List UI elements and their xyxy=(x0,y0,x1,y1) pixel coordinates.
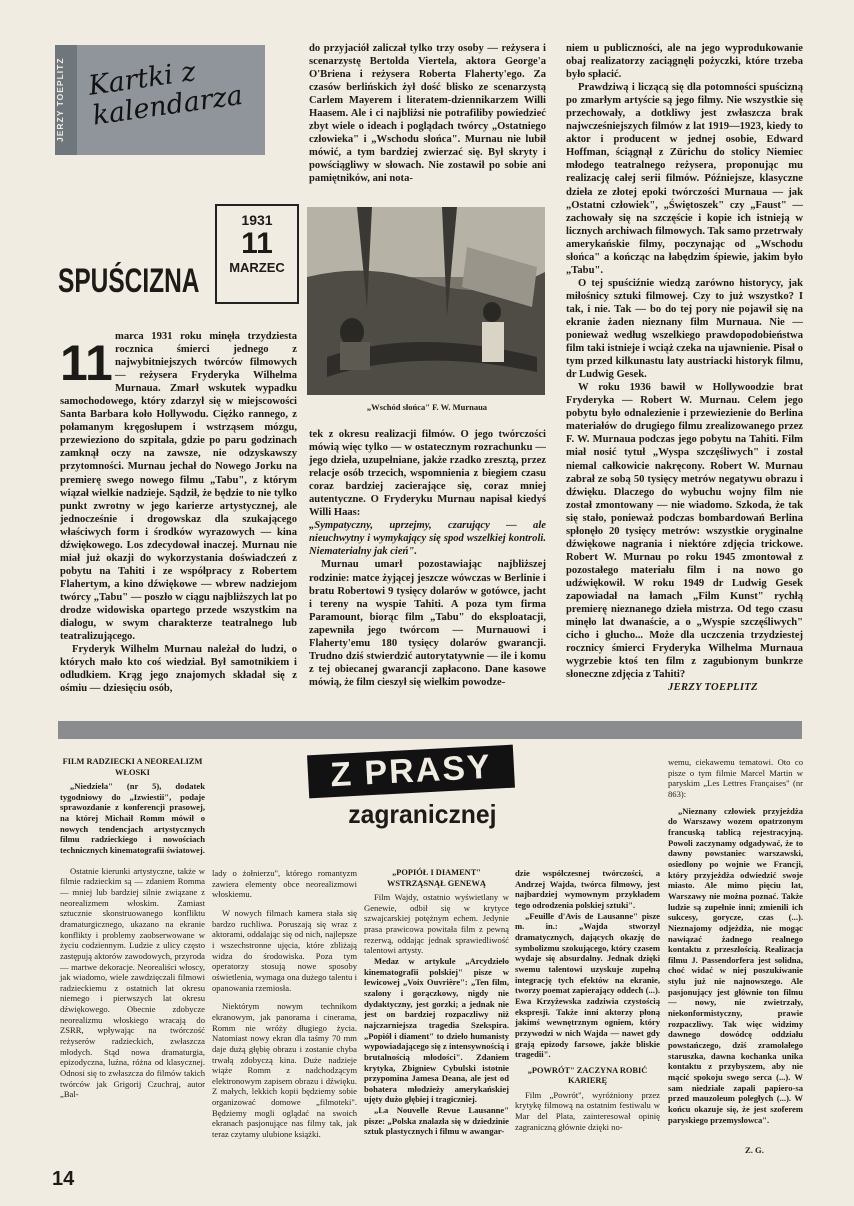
paragraph: Film Wajdy, ostatnio wyświetlany w Genewie, odbił się w krytyce szwajcarskiej potężnym echem. Jedynie prasa prawicowa powitała film z pewną rezerwą, oddając jednak sprawiedliwość talentowi artysty. xyxy=(364,892,509,956)
paragraph: lady o żołnierzu", którego romantyzm zawiera elementy obce neorealizmowi włoskiemu. xyxy=(212,868,357,900)
date-month: MARZEC xyxy=(229,260,285,275)
press-headline: FILM RADZIECKI A NEOREALIZM WŁOSKI xyxy=(62,757,203,777)
press-column-1 xyxy=(60,757,205,1100)
paragraph: Niektórym nowym technikom ekranowym, jak panorama i cinerama, Romm nie wróży długiego życia. Natomiast nowy ekran dla taśmy 70 mm daje dużą głębię obrazu i zostanie chyba trwałą zdobyczą kina. Duże nadzieje wiąże Romm z nadchodzącym elektronowym zapisem obrazu i dźwięku. Z małych, lekkich kopii będziemy sobie organizować domowe „filmoteki". Będziemy mogli oglądać na swoich ekranach pasjonujące nas filmy tak, jak teraz czytamy ulubione książki. xyxy=(212,1001,357,1140)
press-headline: „POPIÓŁ I DIAMENT" WSTRZĄSNĄŁ GENEWĄ xyxy=(387,868,486,888)
press-column-4 xyxy=(515,868,660,1132)
paragraph: O tej spuściźnie wiedzą zarówno historycy, jak miłośnicy sztuki filmowej. Czy to już wszystko? I tak, i nie. Tak — bo do tej pory nie pojawił się na ekranie żaden nieznany film Murnaua. Nie — ponieważ według wszelkiego prawdopodobieństwa film taki istnieje i wciąż czeka na ujawnienie. Pisał o tym przed kilkunastu laty austriacki historyk filmu, dr Ludwig Gesek. xyxy=(566,277,803,381)
press-column-3 xyxy=(364,868,509,1137)
section-divider-band xyxy=(58,721,802,739)
paragraph: Murnau umarł pozostawiając najbliższej rodzinie: matce żyjącej jeszcze wówczas w Berlinie i bratu Robertowi 9 tysięcy dolarów w gotówce, jacht i tereny na wyspie Tahiti. A poza tym firma Paramount, biorąc film „Tabu" do eksploatacji, zapewniła jego twórcom — Murnauowi i Flaherty'emu 180 tysięcy dolarów gwarancji. Trudno dziś stwierdzić autorytatywnie — ile i komu z tej obiecanej gwarancji zapłacono. Dane kasowe mówią, że film cieszył się wielkim powodze- xyxy=(309,559,546,688)
paragraph: Medaz w artykule „Arcydzieło kinematografii polskiej" pisze w lewicowej „Voix Ouvrière": „Ten film, szalony i gorączkowy, nigdy nie dydaktyczny, jest gorzki; a jednak nie jest on bardziej rozpaczliwy niż najczarniejsza tragedia Szekspira. „Popiół i diament" to dzieło humanisty wypowiadającego się z intensywnością i brutalnością młodości". Zdaniem krytyka, Zbigniew Cybulski istotnie przypomina Jamesa Deana, ale jest od bohatera młodzieży amerykańskiej ujęty dużo głębiej i tragiczniej. xyxy=(364,955,509,1105)
paragraph: W roku 1936 bawił w Hollywoodzie brat Fryderyka — Robert W. Murnau. Celem jego pobytu było odnalezienie i przewiezienie do Berlina materiałów do drugiego filmu zrealizowanego przez F. W. Murnaua podczas jego pobytu na Tahiti. Film miał nosić tytuł „Wyspa szczęśliwych" i został niemal całkowicie nakręcony. Robert W. Murnau zabrał ze sobą 50 tysięcy metrów negatywu obrazu i dźwięku. Dlaczego do wybuchu wojny film nie został zmontowany — nie wiadomo. Szkoda, że tak się stało, ponieważ podczas bombardowań Berlina spłonęło 20 tysięcy metrów: wszystkie oryginalne dźwiękowe nagrania i niektóre zdjęcia trickowe. Robert W. Murnau po roku 1945 zmontował z pozostałego materiału film i na nowo go udźwiękowił. W roku 1949 dr Ludwig Gesek zapowiadał na łamach „Film Kunst" rychłą premierę nieznanego dzieła mistrza. Od tego czasu minęło lat dwanaście, a o „Wyspie szczęśliwych" cicho i głucho... Może dla uczczenia trzydziestej rocznicy śmierci Fryderyka Wilhelma Murnaua wygrzebie ktoś ten film z zagubionym bunkrze słoneczne zdjęcia z Tahiti? xyxy=(566,382,803,681)
article-column-3 xyxy=(566,42,803,681)
press-signature: Z. G. xyxy=(745,1145,764,1155)
header-author-vertical: JERZY TOEPLITZ xyxy=(55,45,77,155)
paragraph: dzie współczesnej twórczości, a Andrzej Wajda, twórca filmowy, jest najbardziej wymownym przykładem tego odrodzenia polskiej sztuki". xyxy=(515,868,660,910)
paragraph: „Niedziela" (nr 5), dodatek tygodniowy do „Izwiestii", podaje sprawozdanie z konferencji prasowej, na której Michaił Romm mówił o nowych tendencjach artystycznych filmu radzieckiego i nowościach technicznych kinematografii światowej. xyxy=(60,781,205,855)
paragraph: niem u publiczności, ale na jego wyprodukowanie obaj realizatorzy zaciągnęli pożyczki, które trzeba było spłacić. xyxy=(566,43,803,81)
photo-caption: „Wschód słońca" F. W. Murnaua xyxy=(366,402,488,412)
section-title xyxy=(308,747,514,830)
press-headline: „POWRÓT" ZACZYNA ROBIĆ KARIERĘ xyxy=(527,1065,648,1086)
press-column-2 xyxy=(212,868,357,1140)
paragraph: Prawdziwą i liczącą się dla potomności spuścizną po zmarłym artyście są jego filmy. Nie wszystkie się przechowały, a dotkliwy jest zwłaszcza brak najwcześniejszych filmów z lat 1919—1923, kiedy to aktor i producent w jednej osobie, Edward Hoffman, ściągnął z Zürichu do stolicy Niemiec młodego teatralnego reżysera, proponując mu realizację całej serii filmów. Późniejsze, klasyczne dzieła ze złotej epoki twórczości Murnaua — jak „Ostatni człowiek", „Świętoszek" czy „Faust" — zachowały się na szczęście i kopie ich istnieją w licznych archiwach filmowych. Tak samo przetrwały amerykańskie filmy, poczynając od „Wschodu słońca" a kończąc na łabędzim śpiewie, jakim było „Tabu". xyxy=(566,82,803,276)
article-column-2-bottom xyxy=(309,428,546,689)
column-title: Kartki z kalendarza xyxy=(86,56,245,132)
author-signature: JERZY TOEPLITZ xyxy=(668,682,758,693)
section-title-line1: Z PRASY xyxy=(307,745,515,799)
paragraph: tek z okresu realizacji filmów. O jego twórczości mówią więc tylko — w ostatecznym rozrachunku — jego dzieła, uzupełniane, jakże rzadko zresztą, przez relacje osób trzecich, wspomnienia z biegiem czasu coraz bardziej zacierające się, coraz mniej autentyczne. O Fryderyku Murnau napisał kiedyś Willi Haas: xyxy=(309,429,546,519)
paragraph: Fryderyk Wilhelm Murnau należał do ludzi, o których mało kto coś wiedział. Był samotnikiem i odludkiem. Krąg jego znajomych składał się z ośmiu — dziesięciu osób, xyxy=(60,644,297,695)
paragraph: „Feuille d'Avis de Lausanne" pisze m. in.: „Wajda stworzył dramatycznych, dających okazję do symbolizmu szokującego, który czasem wydaje się absurdalny. Jednak dzięki swemu talentowi uzyskuje zupełną integrację tych efektów na ekranie, tworzy poemat zapierający oddech (...). Ewa Krzyżewska zadziwia czystością ekspresji. Także inni aktorzy płoną jakimś wewnętrznym ogniem, który przywodzi w nich Wajda — nawet gdy grają epizody farsowe, jakże bliskie tragedii". xyxy=(515,910,660,1060)
date-year: 1931 xyxy=(241,212,273,228)
film-still-photo xyxy=(307,207,545,395)
paragraph: W nowych filmach kamera stała się bardzo ruchliwa. Poruszają się wraz z aktorami, oddalając się od nich, najlepsze i wszechstronne ujęcia, które zbliżają widza do środowiska. Poza tym operatorzy stosują nowe sposoby oświetlenia, wymaga ona dużego talentu i opanowania rzemiosła. xyxy=(212,907,357,993)
lead-initial-number: 11 xyxy=(60,335,113,391)
quote: „Sympatyczny, uprzejmy, czarujący — ale nieuchwytny i wymykający się spod wszelkiej kontroli. Niematerialny jak cień". xyxy=(309,520,546,558)
paragraph: „La Nouvelle Revue Lausanne" pisze: „Polska znalazła się w dziedzinie sztuk plastycznych i filmu w awangar- xyxy=(364,1105,509,1137)
section-title-line2: zagranicznej xyxy=(348,799,497,829)
press-column-5 xyxy=(668,757,803,1125)
paragraph: Ostatnie kierunki artystyczne, także w filmie radzieckim są — zdaniem Romma — mniej lub bardziej silnie związane z neorealizmem włoskim. Zamiast sztucznie skonstruowanego konfliktu dramaturgicznego, ukazano na ekranie konflikty i problemy zaobserwowane w życiu codziennym. Ludzie z ulicy często zastępują aktorów zawodowych, przyroda — martwe dekoracje. Neorealiści włoscy, jak wiadomo, wiele zawdzięczali filmowi radzieckiemu z ostatnich lat okresu niemego i pierwszych lat okresu dźwiękowego. Obecnie zdobycze neorealizmu włoskiego wracają do ZSRR, wpływając na twórczość reżyserów radzieckich, zwłaszcza młodych. Stąd nowa dramaturgia, epizodyczna, luźna, różna od klasycznej. Odnosi się to zwłaszcza do filmów takich twórców jak Grigorij Czuchraj, autor „Bal- xyxy=(60,865,205,1100)
article-column-2-top xyxy=(309,42,546,186)
lead-paragraph: marca 1931 roku minęła trzydziesta rocznica śmierci jednego z najwybitniejszych twórców filmowych — reżysera Fryderyka Wilhelma Murnaua. Zmarł wskutek wypadku samochodowego, który zdarzył się w miejscowości Santa Barbara koło Hollywodu. Ciężko rannego, z połamanym kręgosłupem i wstrząsem mózgu, przewieziono do szpitala, gdzie po paru godzinach zamknął oczy na zawsze, nie odzyskawszy przytomności. Murnau jechał do Nowego Jorku na premierę swego nowego filmu „Tabu", z którym wiązał wielkie nadzieje. Sądził, że będzie to nie tylko punkt zwrotny w jego karierze artystycznej, ale jednocześnie i drogowskaz dla szukającego właściwych form i środków wyrazowych — kina dźwiękowego. Los zdecydował inaczej. Murnau nie miał już okazji do wykorzystania doświadczeń z pobytu na Tahiti i ze współpracy z Robertem Flahertym, a kino dźwiękowe — wbrew nadziejom twórcy „Tabu" — poszło w ciągu najbliższych lat po drodze widowiska opartego przede wszystkim na dialogu, w swym charakterze teatralnego lub teatralizującego. xyxy=(60,331,297,643)
paragraph: wemu, ciekawemu tematowi. Oto co pisze o tym filmie Marcel Martin w paryskim „Les Lettres Françaises" (nr 863): xyxy=(668,757,803,799)
article-title: SPUŚCIZNA xyxy=(58,262,200,300)
film-still-illustration xyxy=(307,207,545,395)
article-column-1 xyxy=(60,330,297,695)
initial-spacer xyxy=(60,330,115,385)
paragraph: do przyjaciół zaliczał tylko trzy osoby — reżysera i scenarzystę Bertolda Viertela, aktora George'a O'Briena i reżysera Roberta Flaherty'ego. Za czasów berlińskich żył dość blisko ze scenarzystą Carlem Mayerem i literatem-dziennikarzem Willi Haasem. Ale i ci najbliżsi nie potrafiliby powiedzieć zbyt wiele o ideach i poglądach twórcy „Ostatniego człowieka" i „Wschodu słońca". Murnau nie lubił mówić, a tym bardziej zwierzać się. Był skryty i powściągliwy w słowach. Nie zostawił po sobie ani pamiętników, ani nota- xyxy=(309,43,546,185)
page-number: 14 xyxy=(52,1168,75,1190)
date-day: 11 xyxy=(241,227,273,260)
paragraph: Film „Powrót", wyróżniony przez krytykę filmową na ostatnim festiwalu w Mar del Plata, zainteresował opinię zagraniczną głównie dzięki no- xyxy=(515,1089,660,1132)
paragraph: „Nieznany człowiek przyjeżdża do Warszawy wozem opatrzonym francuską tablicą rejestracyjną. Powoli zaczynamy odgadywać, że to dawny powstaniec warszawski, osiedlony po wojnie we Francji, który przyjeżdża odwiedzić swoje miasto. Ale mimo pięciu lat, Warszawy nie można poznać. Także ludzie są zupełnie inni; zmienili ich sukcesy, gorycze, czas (...). Nieznajomy odjeżdża, nie mogąc nawiązać żadnego realnego kontaktu z przeszłością. Realizacja filmu J. Passendorfera jest solidna, choć widać w niej poszukiwanie stylu już nie najnowszego. Ale pasjonujący jest głównie ton filmu — nowy, nie zwietrzały, niekonformistyczny, prawie rozpaczliwy. Tak więc widzimy dawnego dowódcę oddziału powstańczego, dziś zramolałego staruszka, dawna kochanka unika kontaktu z przybyszem, aby nie mącić spokoju swego serca (...). W sam niedziałe zapali papiero-sa przed mauzoleum poległych (...). W końcu okazuje się, że jest szoferem paryskiego przemysłowca". xyxy=(668,805,803,1125)
date-box xyxy=(215,204,299,304)
